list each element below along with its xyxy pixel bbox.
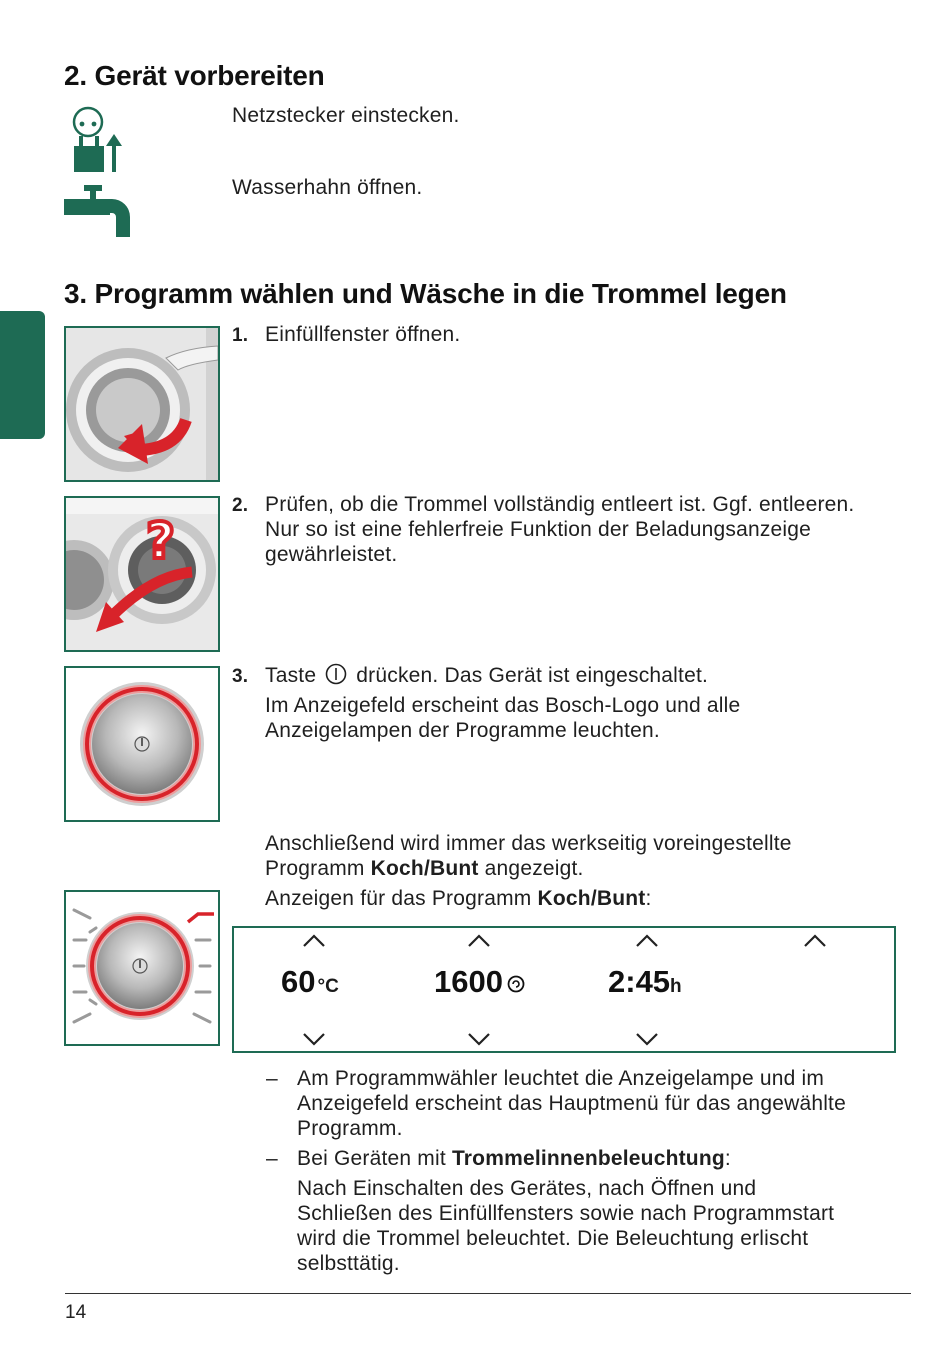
bullet1-line1: Am Programmwähler leuchtet die Anzeigelampe und im (297, 1067, 825, 1090)
step1-number: 1. (232, 325, 249, 346)
display-panel (232, 926, 896, 1053)
step2-text (265, 492, 854, 567)
bullet2-line1-c: : (724, 1147, 731, 1170)
power-icon (325, 663, 347, 685)
program-koch-label-2: Koch (537, 887, 591, 910)
step2 (232, 492, 248, 518)
step3-line1-a: Taste (265, 664, 317, 687)
chevron-down-icon[interactable] (467, 1032, 491, 1046)
program-separator-2: / (590, 887, 597, 910)
after-line3 (265, 886, 792, 911)
step2-line1: Prüfen, ob die Trommel vollständig entleert ist. Ggf. entleeren. (265, 493, 855, 516)
after-line2-a: Programm (265, 857, 371, 880)
bullet2-line3: Schließen des Einfüllfensters sowie nach Programmstart (297, 1202, 835, 1225)
spin-icon (507, 975, 525, 993)
bullet-dash-1: – (266, 1067, 278, 1090)
chevron-down-icon[interactable] (635, 1032, 659, 1046)
time-value: 2:45 (608, 964, 671, 999)
bullet2-line1-a: Bei Geräten mit (297, 1147, 452, 1170)
chevron-up-icon[interactable] (302, 934, 326, 948)
step3-line1 (265, 663, 740, 688)
step3-line3: Anzeigelampen der Programme leuchten. (265, 719, 660, 742)
bullet2-line4: wird die Trommel beleuchtet. Die Beleuchtung erlischt (297, 1227, 809, 1250)
program-separator: / (423, 857, 431, 880)
spin-value: 1600 (434, 964, 503, 999)
bullet2-line2: Nach Einschalten des Gerätes, nach Öffnen und (297, 1177, 757, 1200)
water-tap-icon (64, 185, 132, 239)
step3-line2: Im Anzeigefeld erscheint das Bosch-Logo und alle (265, 694, 741, 717)
step3-text (265, 663, 740, 743)
step2-number: 2. (232, 495, 249, 516)
step3-line1-b: drücken. Das Gerät ist eingeschaltet. (356, 664, 709, 687)
program-bunt-label: Bunt (430, 857, 479, 880)
plug-socket-icon (66, 104, 126, 174)
step3 (232, 663, 248, 689)
spin-readout (434, 964, 525, 1000)
page-number: 14 (65, 1302, 87, 1323)
program-koch-label: Koch (370, 857, 424, 880)
step2-line2: Nur so ist eine fehlerfreie Funktion der Beladungsanzeige (265, 518, 812, 541)
bullet1-line3: Programm. (297, 1117, 403, 1140)
step2-line3: gewährleistet. (265, 543, 398, 566)
bullet2-line5: selbsttätig. (297, 1252, 400, 1275)
step1 (232, 322, 248, 348)
after-line2-e: angezeigt. (478, 857, 584, 880)
step-plug-text: Netzstecker einstecken. (232, 104, 460, 127)
drum-light-label: Trommelinnenbeleuchtung (451, 1147, 725, 1170)
program-bunt-label-2: Bunt (596, 887, 646, 910)
figure-check-drum (64, 496, 220, 652)
after-text (265, 831, 792, 911)
after-line3-a: Anzeigen für das Programm (265, 887, 538, 910)
temperature-value: 60 (281, 964, 316, 999)
section2-title: 2. Gerät vorbereiten (64, 60, 325, 91)
figure-open-door (64, 326, 220, 482)
temperature-readout (281, 964, 339, 1000)
step3-number: 3. (232, 666, 249, 687)
figure-program-selector (64, 890, 220, 1046)
bullet-dash-2: – (266, 1147, 278, 1170)
temperature-unit: °C (317, 976, 339, 997)
time-readout (608, 964, 682, 1000)
footer-divider (65, 1293, 911, 1294)
step-water-text: Wasserhahn öffnen. (232, 176, 423, 199)
after-line3-e: : (645, 887, 652, 910)
section3-title: 3. Programm wählen und Wäsche in die Trommel legen (64, 278, 787, 309)
chevron-up-icon[interactable] (467, 934, 491, 948)
time-unit: h (670, 976, 682, 997)
chevron-down-icon[interactable] (302, 1032, 326, 1046)
bullet-1 (297, 1066, 846, 1141)
chevron-up-icon[interactable] (635, 934, 659, 948)
step1-text: Einfüllfenster öffnen. (265, 323, 461, 346)
after-line2 (265, 856, 792, 881)
bullet1-line2: Anzeigefeld erscheint das Hauptmenü für das angewählte (297, 1092, 846, 1115)
chapter-side-tab (0, 311, 45, 439)
bullet-2 (297, 1146, 834, 1276)
after-line1: Anschließend wird immer das werkseitig voreingestellte (265, 832, 792, 855)
bullet2-line1 (297, 1146, 834, 1171)
figure-power-knob (64, 666, 220, 822)
svg-text:?: ? (146, 512, 176, 570)
chevron-up-icon[interactable] (803, 934, 827, 948)
